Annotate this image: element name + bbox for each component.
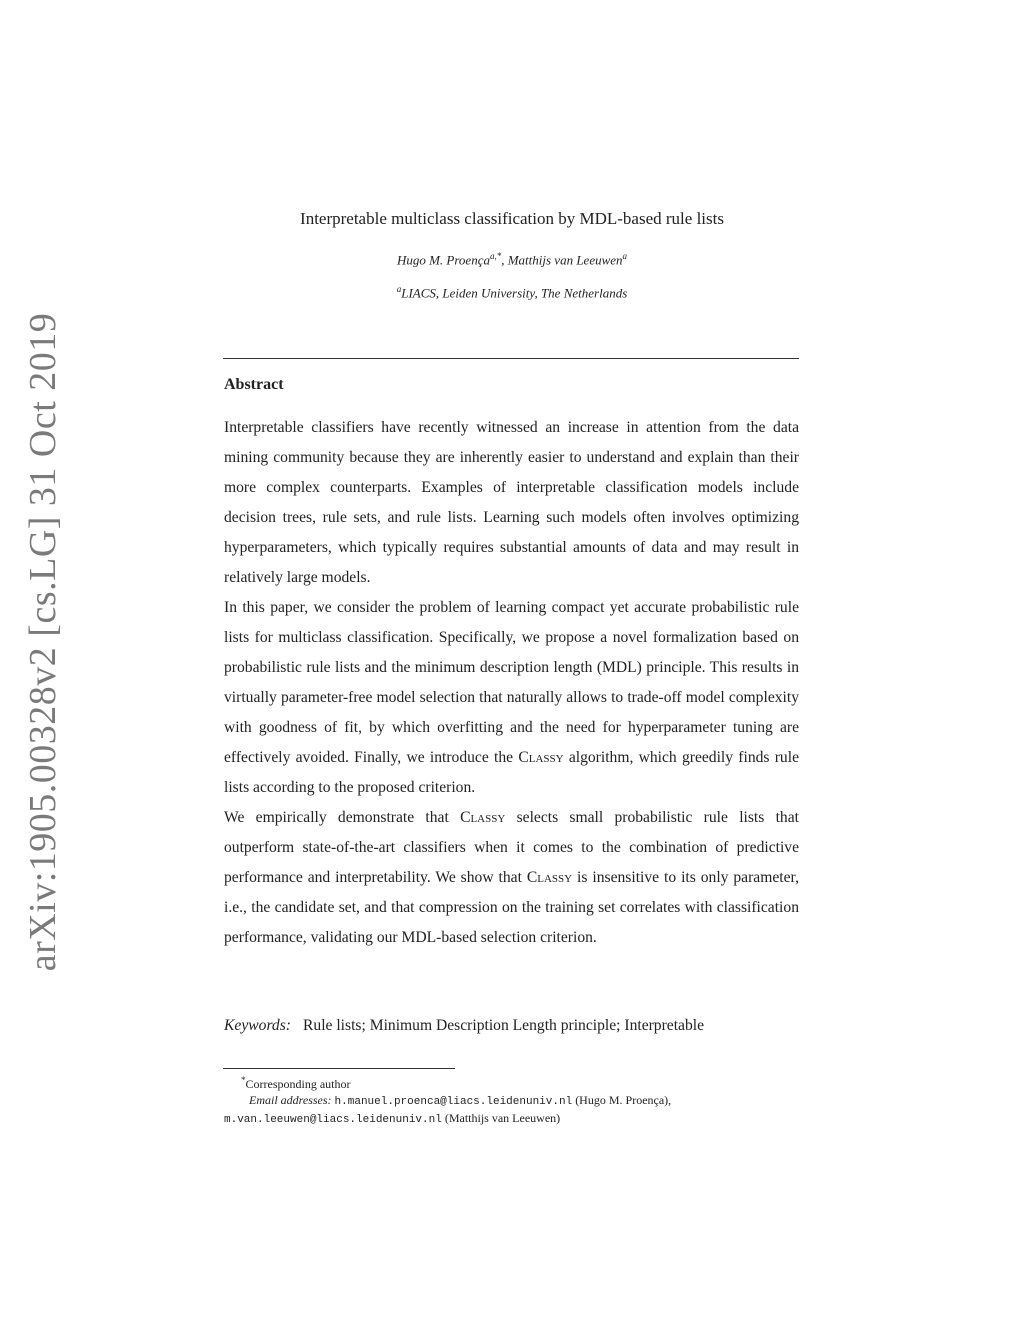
- abstract-heading: Abstract: [224, 376, 284, 393]
- algorithm-name: Classy: [518, 749, 564, 766]
- abstract-text: We empirically demonstrate that: [224, 809, 461, 826]
- abstract-text: In this paper, we consider the problem of learning compact yet accurate probabilistic rule lists for multiclass classification. Specifically, we propose a novel formalization based on probabilistic rule lists and the minimum description length (MDL) principle. This results in virtually parameter-free model selection that naturally allows to trade-off model complexity with goodness of fit, by which overfitting and the need for hyperparameter tuning are effectively avoided. Finally, we introduce the: [224, 599, 799, 766]
- email-label: Email addresses:: [249, 1093, 332, 1107]
- author-line: [0, 251, 1024, 268]
- author-separator: ,: [501, 252, 508, 268]
- author-name: Matthijs van Leeuwen: [507, 252, 623, 268]
- footnote-email-line: [224, 1110, 800, 1128]
- abstract-paragraph: [224, 803, 799, 953]
- email-owner: (Matthijs van Leeuwen): [441, 1111, 561, 1125]
- footnote-corresponding-text: Corresponding author: [245, 1077, 351, 1091]
- footnote-rule: [223, 1068, 455, 1069]
- author-affiliation-mark: a: [622, 251, 628, 261]
- affiliation-line: [0, 284, 1024, 301]
- keywords-line: [224, 1012, 800, 1040]
- email-link[interactable]: m.van.leeuwen@liacs.leidenuniv.nl: [224, 1114, 442, 1126]
- algorithm-name: Classy: [526, 869, 573, 886]
- abstract-text: algorithm, which greedily finds rule lists according to the proposed criterion.: [224, 749, 799, 796]
- paper-title: Interpretable multiclass classification by MDL-based rule lists: [300, 209, 724, 228]
- footnote: [224, 1072, 800, 1128]
- affiliation-text: LIACS, Leiden University, The Netherlands: [401, 285, 628, 301]
- footnote-email-line: [224, 1092, 800, 1110]
- abstract-text: is insensitive to its only parameter, i.e., the candidate set, and that compression on the training set correlates with classification performance, validating our MDL-based selection criterion.: [224, 869, 799, 946]
- algorithm-name: Classy: [460, 809, 506, 826]
- abstract-text: selects small probabilistic rule lists that outperform state-of-the-art classifiers when it comes to the combination of predictive performance and interpretability. We show that: [224, 809, 799, 886]
- footnote-corresponding: [224, 1072, 800, 1092]
- keywords-label: Keywords:: [224, 1017, 291, 1034]
- affiliation-mark: a: [396, 284, 402, 294]
- abstract-body: [224, 413, 799, 953]
- email-link[interactable]: h.manuel.proenca@liacs.leidenuniv.nl: [334, 1096, 573, 1108]
- arxiv-side-stamp: arXiv:1905.00328v2 [cs.LG] 31 Oct 2019: [22, 312, 64, 972]
- email-owner: (Hugo M. Proença),: [572, 1093, 672, 1107]
- abstract-paragraph: Interpretable classifiers have recently witnessed an increase in attention from the data mining community because they are inherently easier to understand and explain than their more complex counterparts. Examples of interpretable classification models include decision trees, rule sets, and rule lists. Learning such models often involves optimizing hyperparameters, which typically requires substantial amounts of data and may result in relatively large models.: [224, 419, 799, 586]
- footnote-mark: *: [241, 1075, 246, 1085]
- author-affiliation-mark: a,*: [489, 251, 502, 261]
- abstract-top-rule: [223, 358, 799, 359]
- author-name: Hugo M. Proença: [396, 252, 490, 268]
- keywords-text: Rule lists; Minimum Description Length principle; Interpretable: [303, 1017, 705, 1034]
- abstract-paragraph: [224, 593, 799, 803]
